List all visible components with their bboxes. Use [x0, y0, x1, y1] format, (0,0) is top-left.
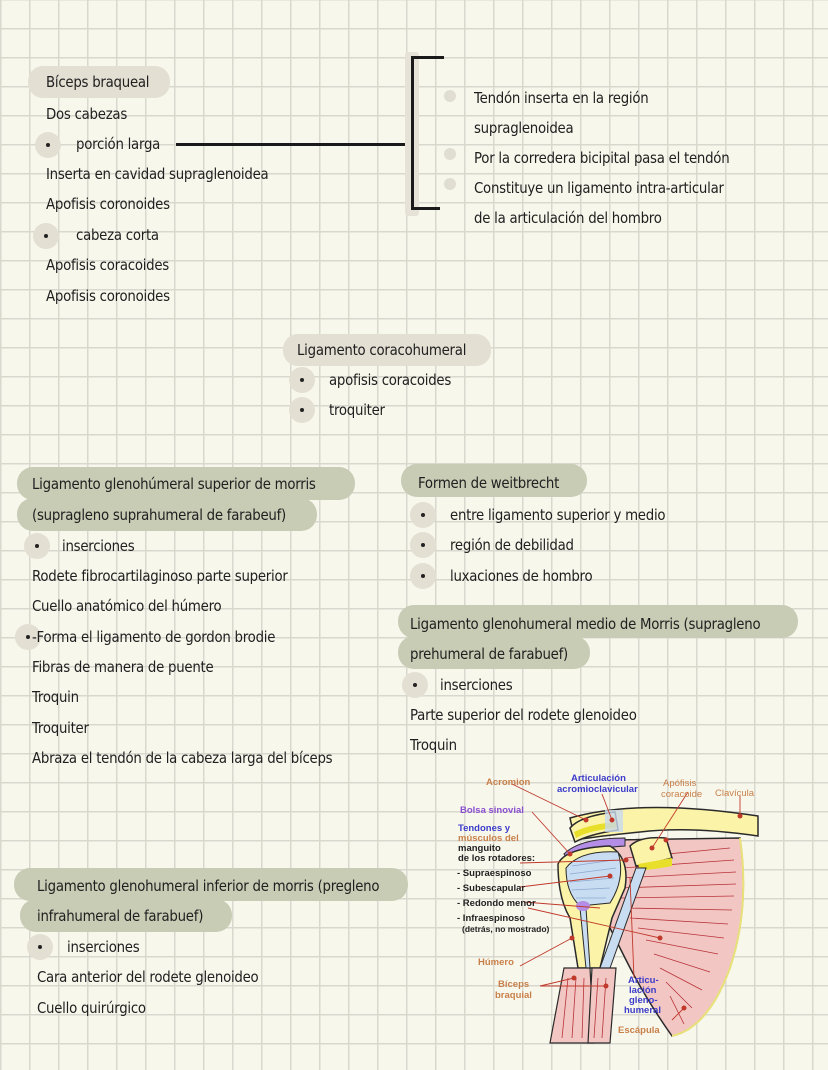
bullet-icon — [33, 223, 59, 249]
gh-superior-bullet: inserciones — [62, 537, 135, 555]
label-art-acromioclavicular: Articulación — [571, 773, 626, 784]
note-line: de la articulación del hombro — [474, 209, 662, 227]
connector-line — [176, 143, 414, 146]
label-tendones: músculos del — [458, 833, 519, 844]
label-art-glenohumeral: humeral — [624, 1005, 661, 1016]
bracket-vertical — [411, 56, 414, 210]
coracohumeral-title: Ligamento coracohumeral — [297, 341, 467, 359]
bracket-bottom — [411, 207, 440, 210]
biceps-line: Inserta en cavidad supraglenoidea — [46, 165, 269, 183]
gh-medio-line: Troquin — [410, 736, 457, 754]
biceps-line: Apofisis coronoides — [46, 195, 170, 213]
bullet-icon — [27, 934, 53, 960]
label-apofisis-coracoide: Apófisis — [663, 778, 697, 789]
gh-superior-title: (supragleno suprahumeral de farabeuf) — [32, 506, 286, 524]
gh-superior-line: Rodete fibrocartilaginoso parte superior — [32, 567, 288, 585]
label-biceps-braquial: braquial — [495, 990, 532, 1001]
bullet-icon — [289, 397, 315, 423]
bracket-top — [411, 56, 444, 59]
label-tendones: de los rotadores: — [458, 853, 536, 864]
weitbrecht-bullet: luxaciones de hombro — [450, 567, 593, 585]
label-subescapular: - Subescapular — [457, 883, 526, 894]
gh-inferior-title: infrahumeral de farabuef) — [37, 907, 204, 925]
gh-inferior-line: Cuello quirúrgico — [37, 999, 146, 1017]
coracohumeral-bullet: troquiter — [329, 401, 385, 419]
bullet-icon — [444, 148, 456, 160]
note-line: Tendón inserta en la región — [474, 89, 649, 107]
note-line: supraglenoidea — [474, 119, 574, 137]
label-art-glenohumeral: Articu- — [628, 975, 659, 986]
label-art-acromioclavicular: acromioclavicular — [557, 784, 638, 795]
biceps-line: Apofisis coronoides — [46, 287, 170, 305]
biceps-bullet: porción larga — [76, 135, 161, 153]
biceps-title: Bíceps braqueal — [46, 73, 150, 91]
weitbrecht-bullet: entre ligamento superior y medio — [450, 506, 666, 524]
bullet-icon — [24, 533, 50, 559]
coracohumeral-bullet: apofisis coracoides — [329, 371, 452, 389]
gh-medio-bullet: inserciones — [440, 676, 513, 694]
label-humero: Húmero — [478, 957, 514, 968]
label-acromion: Acromion — [486, 777, 531, 788]
note-line: Constituye un ligamento intra-articular — [474, 179, 724, 197]
gh-superior-line: Troquin — [32, 688, 79, 706]
gh-superior-title: Ligamento glenohúmeral superior de morris — [32, 475, 316, 493]
gh-medio-title: Ligamento glenohumeral medio de Morris (supragleno — [410, 615, 761, 633]
label-supraespinoso: - Supraespinoso — [457, 868, 532, 879]
biceps-line: Dos cabezas — [46, 105, 128, 123]
gh-superior-line: Abraza el tendón de la cabeza larga del bíceps — [32, 749, 333, 767]
label-redondo-menor: - Redondo menor — [457, 898, 536, 909]
biceps-line: Apofisis coracoides — [46, 256, 169, 274]
gh-superior-line: Cuello anatómico del húmero — [32, 597, 222, 615]
shoulder-anatomy-diagram — [440, 768, 828, 1058]
label-bolsa-sinovial: Bolsa sinovial — [460, 805, 524, 816]
label-escapula: Escápula — [618, 1025, 660, 1036]
weitbrecht-title: Formen de weitbrecht — [418, 474, 560, 492]
label-biceps-braquial: Bíceps — [498, 979, 530, 990]
label-art-glenohumeral: lación — [629, 985, 657, 996]
biceps-bullet: cabeza corta — [76, 226, 159, 244]
bullet-icon — [410, 502, 436, 528]
label-tendones: manguito — [458, 843, 501, 854]
gh-inferior-bullet: inserciones — [67, 938, 140, 956]
gh-superior-line: Troquiter — [32, 719, 89, 737]
label-tendones: Tendones y — [458, 823, 511, 834]
label-apofisis-coracoide: coracoide — [661, 789, 703, 800]
gh-inferior-title: Ligamento glenohumeral inferior de morris (pregleno — [37, 877, 380, 895]
gh-superior-line: Fibras de manera de puente — [32, 658, 214, 676]
gh-medio-title: prehumeral de farabuef) — [410, 645, 569, 663]
label-clavicula: Clavícula — [715, 788, 755, 799]
bullet-icon — [402, 672, 428, 698]
weitbrecht-bullet: región de debilidad — [450, 536, 574, 554]
bullet-icon — [444, 178, 456, 190]
bullet-icon — [35, 132, 61, 158]
gh-superior-line: -Forma el ligamento de gordon brodie — [32, 628, 276, 646]
label-infraespinoso-note: (detrás, no mostrado) — [462, 924, 550, 934]
label-infraespinoso: - Infraespinoso — [457, 913, 526, 924]
label-art-glenohumeral: gleno- — [629, 995, 658, 1006]
bullet-icon — [289, 367, 315, 393]
gh-medio-line: Parte superior del rodete glenoideo — [410, 706, 637, 724]
gh-inferior-line: Cara anterior del rodete glenoideo — [37, 968, 259, 986]
bullet-icon — [410, 532, 436, 558]
bullet-icon — [444, 90, 456, 102]
bullet-icon — [410, 563, 436, 589]
note-line: Por la corredera bicipital pasa el tendón — [474, 149, 730, 167]
